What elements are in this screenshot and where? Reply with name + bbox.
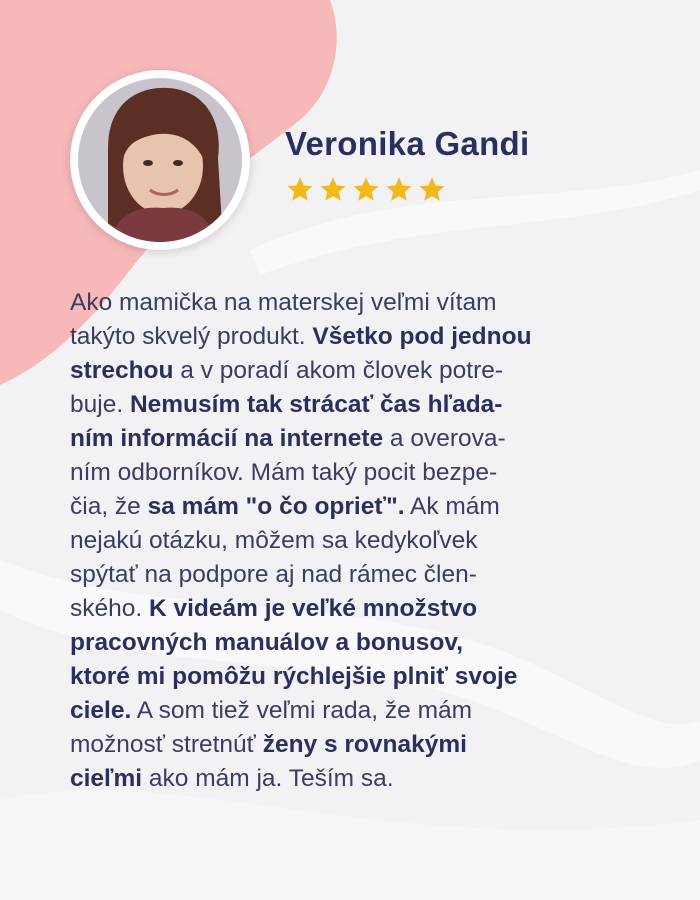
star-icon [351, 175, 381, 205]
review-line: možnosť stretnúť ženy s rovnakými [70, 731, 467, 758]
review-text [70, 286, 640, 796]
review-line: ním informácií na internete a overova- [70, 425, 506, 452]
review-line: takýto skvelý produkt. Všetko pod jednou [70, 323, 532, 350]
review-highlight: ktoré mi pomôžu rýchlejšie plniť svoje [70, 663, 518, 690]
review-highlight: strechou [70, 357, 174, 384]
review-highlight: cieľmi [70, 765, 143, 792]
review-highlight: ním informácií na internete [70, 425, 384, 452]
review-line [70, 626, 640, 660]
review-line: ním odborníkov. Mám taký pocit bezpe- [70, 459, 498, 486]
review-line: ského. K videám je veľké množstvo [70, 595, 478, 622]
review-line: čia, že sa mám "o čo oprieť". Ak mám [70, 493, 500, 520]
review-line: buje. Nemusím tak strácať čas hľada- [70, 391, 503, 418]
review-line: cieľmi ako mám ja. Teším sa. [70, 765, 394, 792]
review-highlight: Všetko pod jednou [312, 323, 532, 350]
reviewer-name: Veronika Gandi [285, 125, 530, 162]
review-highlight: ciele. [70, 697, 132, 724]
rating-stars [285, 175, 447, 205]
star-icon [318, 175, 348, 205]
review-highlight: Nemusím tak strácať čas hľada- [129, 391, 503, 418]
person-photo-icon [78, 78, 242, 242]
review-line: ciele. A som tiež veľmi rada, že mám [70, 697, 473, 724]
review-line: strechou a v poradí akom človek potre- [70, 357, 504, 384]
review-highlight: K videám je veľké množstvo [149, 595, 478, 622]
review-highlight: ženy s rovnakými [262, 731, 467, 758]
review-line: nejakú otázku, môžem sa kedykoľvek [70, 527, 478, 554]
star-icon [384, 175, 414, 205]
review-highlight: sa mám "o čo oprieť". [147, 493, 405, 520]
review-line [70, 660, 640, 694]
review-line: spýtať na podpore aj nad rámec člen- [70, 561, 477, 588]
star-icon [285, 175, 315, 205]
review-highlight: pracovných manuálov a bonusov, [70, 629, 464, 656]
review-line: Ako mamička na materskej veľmi vítam [70, 289, 497, 316]
star-icon [417, 175, 447, 205]
avatar [70, 70, 250, 250]
